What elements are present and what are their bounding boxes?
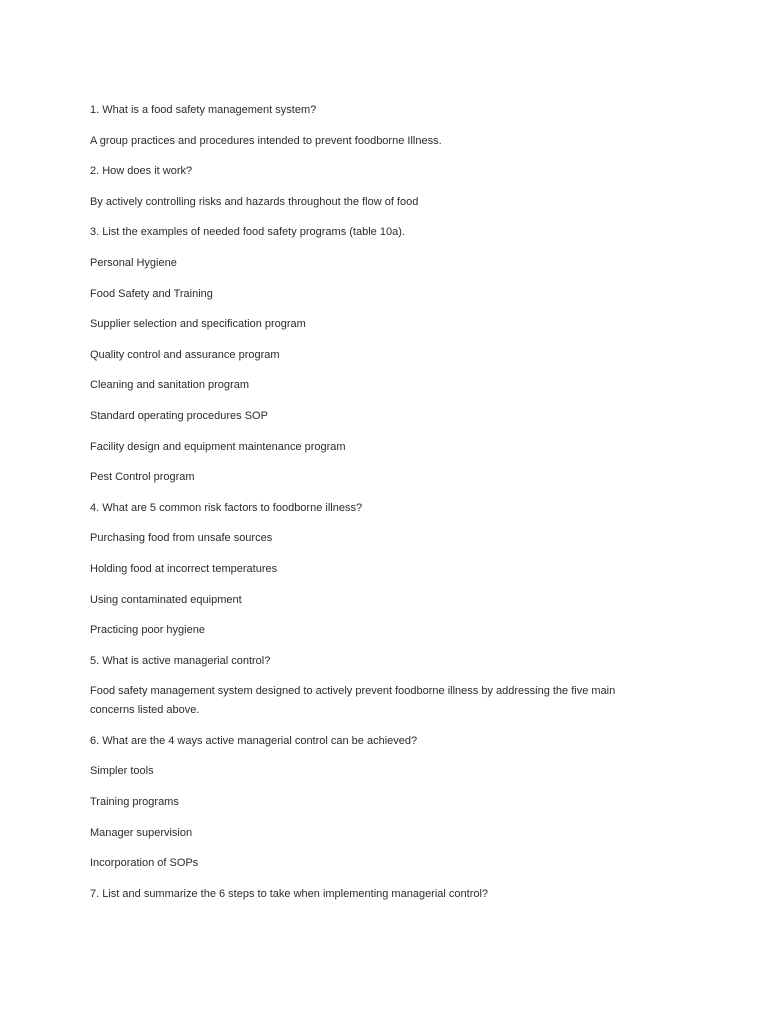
list-item: Purchasing food from unsafe sources — [90, 532, 273, 545]
list-item: Facility design and equipment maintenance program — [90, 440, 346, 453]
answer-2: By actively controlling risks and hazards throughout the flow of food — [90, 195, 419, 208]
list-item: Standard operating procedures SOP — [90, 409, 268, 422]
question-3: 3. List the examples of needed food safety programs (table 10a). — [90, 226, 405, 239]
answer-5: Food safety management system designed to actively prevent foodborne illness by addressing the five main concerns listed above. — [90, 685, 616, 717]
question-2: 2. How does it work? — [90, 165, 193, 178]
list-item: Cleaning and sanitation program — [90, 379, 249, 392]
question-5: 5. What is active managerial control? — [90, 654, 271, 667]
list-item: Incorporation of SOPs — [90, 857, 199, 870]
list-item: Food Safety and Training — [90, 287, 213, 300]
list-item: Holding food at incorrect temperatures — [90, 562, 278, 575]
list-item: Quality control and assurance program — [90, 348, 280, 361]
list-item: Pest Control program — [90, 471, 195, 484]
list-item: Manager supervision — [90, 826, 193, 839]
question-6: 6. What are the 4 ways active managerial control can be achieved? — [90, 734, 418, 747]
list-item: Training programs — [90, 796, 179, 809]
question-1: 1. What is a food safety management system? — [90, 104, 317, 116]
answer-1: A group practices and procedures intended to prevent foodborne Illness. — [90, 134, 442, 147]
list-item: Simpler tools — [90, 765, 154, 778]
list-item: Practicing poor hygiene — [90, 624, 205, 637]
document-page — [90, 101, 650, 915]
question-4: 4. What are 5 common risk factors to foodborne illness? — [90, 501, 363, 514]
list-item: Supplier selection and specification program — [90, 318, 306, 331]
question-7: 7. List and summarize the 6 steps to take when implementing managerial control? — [90, 887, 489, 900]
list-item: Personal Hygiene — [90, 256, 177, 269]
list-item: Using contaminated equipment — [90, 593, 242, 606]
